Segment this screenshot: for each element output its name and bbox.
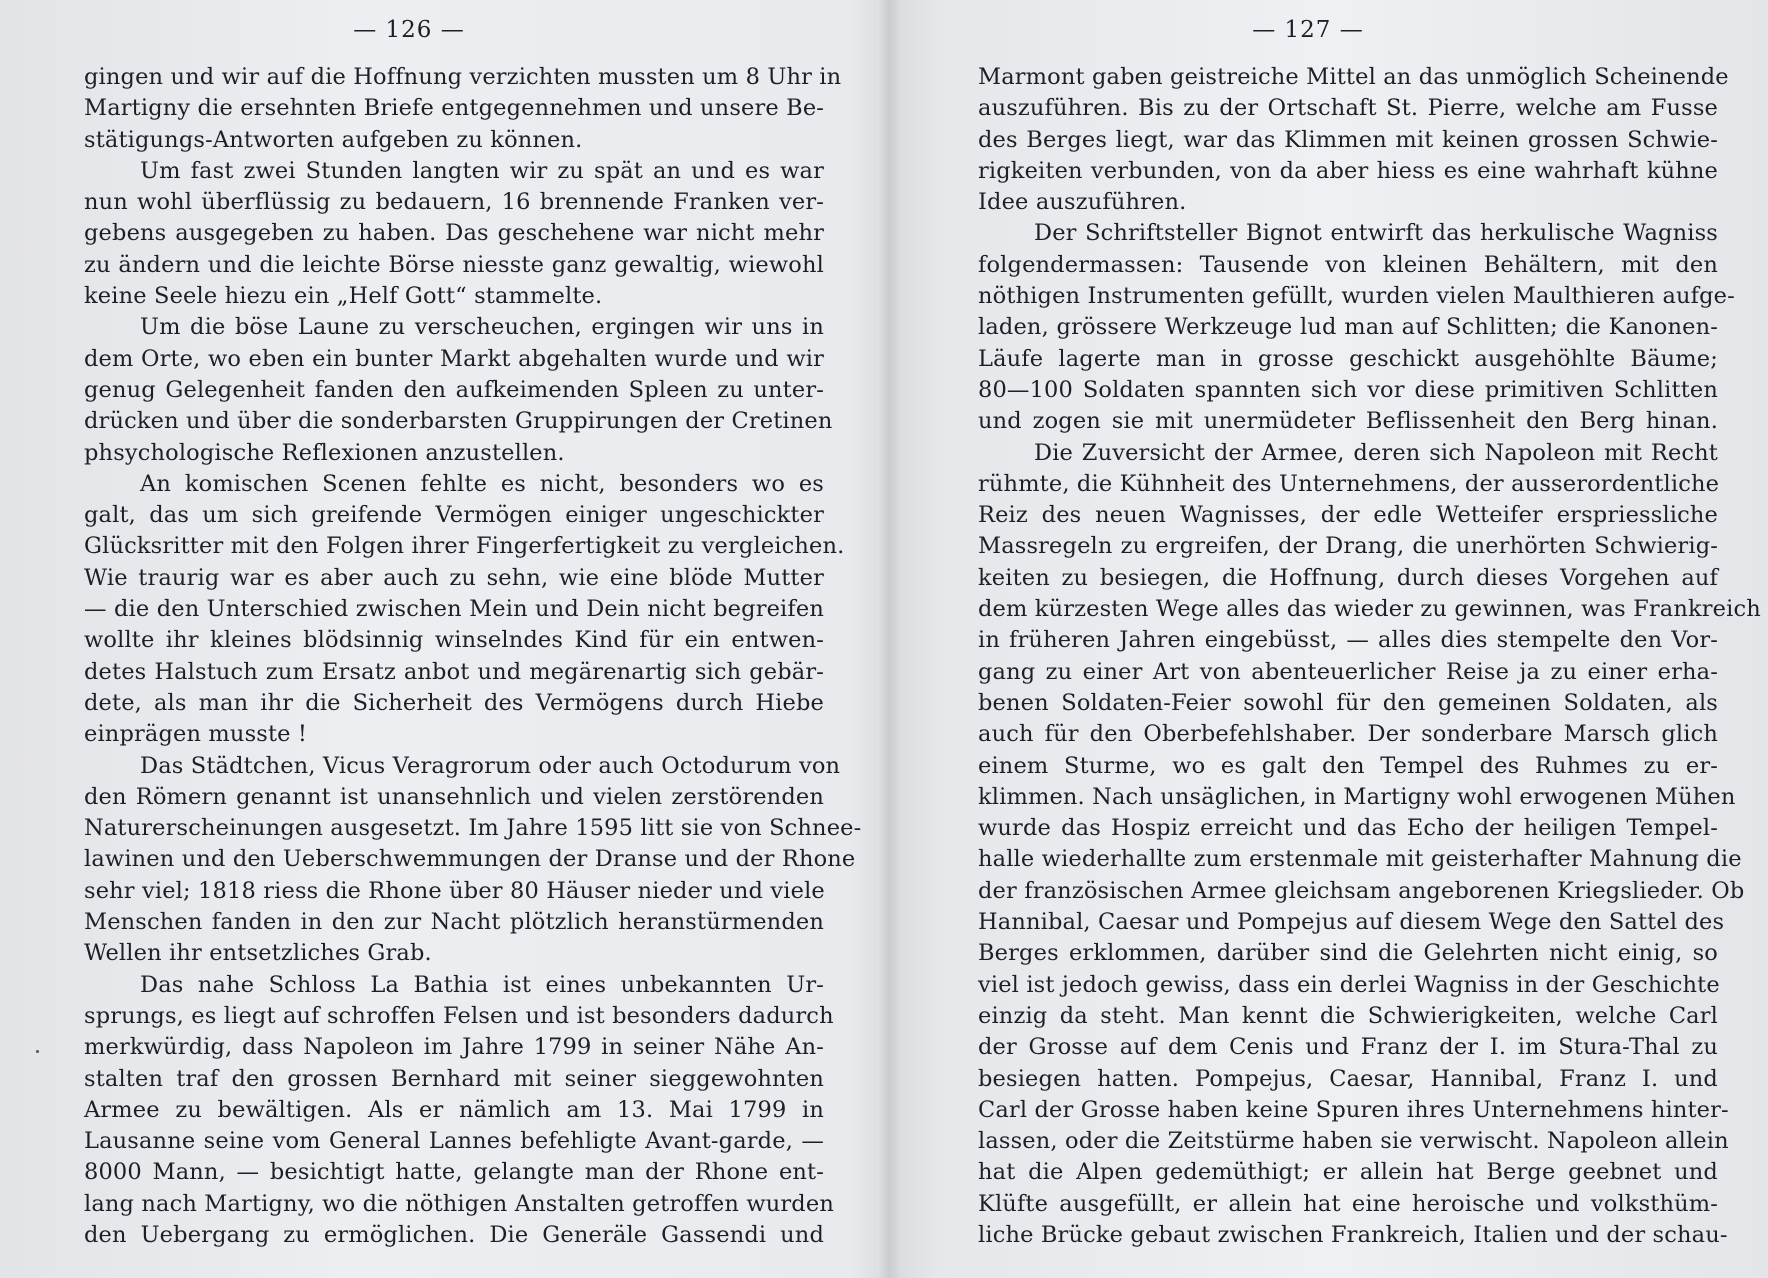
text-line: 80—100 Soldaten spannten sich vor diese primitiven Schlitten <box>978 376 1718 403</box>
text-line: stätigungs-Antworten aufgeben zu können. <box>84 126 583 153</box>
page-number-right: — 127 — <box>1252 17 1364 43</box>
text-line: 8000 Mann, — besichtigt hatte, gelangte man der Rhone ent- <box>84 1159 824 1186</box>
text-line: dete, als man ihr die Sicherheit des Vermögens durch Hiebe <box>84 689 824 716</box>
text-line: sehr viel; 1818 riess die Rhone über 80 Häuser nieder und viele <box>84 877 825 904</box>
text-line: den Uebergang zu ermöglichen. Die Generäle Gassendi und <box>84 1221 824 1248</box>
text-line: Lausanne seine vom General Lannes befehligte Avant-garde, — <box>84 1128 824 1155</box>
text-line: auch für den Oberbefehlshaber. Der sonderbare Marsch glich <box>978 721 1718 748</box>
text-line: einem Sturme, wo es galt den Tempel des Ruhmes zu er- <box>978 752 1718 779</box>
text-line: Der Schriftsteller Bignot entwirft das herkulische Wagniss <box>1034 220 1718 247</box>
left-page <box>84 10 862 1270</box>
text-line: benen Soldaten-Feier sowohl für den gemeinen Soldaten, als <box>978 689 1718 716</box>
text-line: und zogen sie mit unermüdeter Beflissenheit den Berg hinan. <box>978 408 1718 435</box>
text-line: besiegen hatten. Pompejus, Caesar, Hannibal, Franz I. und <box>978 1065 1718 1092</box>
text-line: genug Gelegenheit fanden den aufkeimenden Spleen zu unter- <box>84 376 824 403</box>
text-line: Um fast zwei Stunden langten wir zu spät an und es war <box>140 157 824 184</box>
text-line: der französischen Armee gleichsam angeborenen Kriegslieder. Ob <box>978 877 1745 904</box>
text-line: sprungs, es liegt auf schroffen Felsen und ist besonders dadurch <box>84 1002 834 1029</box>
book-gutter <box>878 0 900 1278</box>
text-line: zu ändern und die leichte Börse niesste ganz gewaltig, wiewohl <box>84 251 824 278</box>
text-line: dem kürzesten Wege alles das wieder zu gewinnen, was Frankreich <box>978 596 1761 623</box>
text-line: Idee auszuführen. <box>978 189 1187 216</box>
text-line: in früheren Jahren eingebüsst, — alles dies stempelte den Vor- <box>978 627 1718 654</box>
text-line: der Grosse auf dem Cenis und Franz der I. im Stura-Thal zu <box>978 1034 1718 1061</box>
text-line: merkwürdig, dass Napoleon im Jahre 1799 in seiner Nähe An- <box>84 1034 824 1061</box>
text-line: wurde das Hospiz erreicht und das Echo der heiligen Tempel- <box>978 815 1718 842</box>
text-line: rühmte, die Kühnheit des Unternehmens, der ausserordentliche <box>978 470 1720 497</box>
text-line: Menschen fanden in den zur Nacht plötzlich heranstürmenden <box>84 909 824 936</box>
text-line: stalten traf den grossen Bernhard mit seiner sieggewohnten <box>84 1065 824 1092</box>
text-line: auszuführen. Bis zu der Ortschaft St. Pierre, welche am Fusse <box>978 95 1718 122</box>
text-line: Die Zuversicht der Armee, deren sich Napoleon mit Recht <box>1034 439 1718 466</box>
text-line: lang nach Martigny, wo die nöthigen Anstalten getroffen wurden <box>84 1190 834 1217</box>
text-line: Um die böse Laune zu verscheuchen, ergingen wir uns in <box>140 314 824 341</box>
text-line: Carl der Grosse haben keine Spuren ihres Unternehmens hinter- <box>978 1096 1729 1123</box>
text-line: laden, grössere Werkzeuge lud man auf Schlitten; die Kanonen- <box>978 314 1718 341</box>
text-line: halle wiederhallte zum erstenmale mit geisterhafter Mahnung die <box>978 846 1742 873</box>
left-page-text <box>84 62 862 1251</box>
text-line: dem Orte, wo eben ein bunter Markt abgehalten wurde und wir <box>84 345 824 372</box>
text-line: Wie traurig war es aber auch zu sehn, wie eine blöde Mutter <box>84 564 824 591</box>
text-line: folgendermassen: Tausende von kleinen Behältern, mit den <box>978 251 1718 278</box>
right-page <box>978 10 1761 1270</box>
text-line: liche Brücke gebaut zwischen Frankreich, Italien und der schau- <box>978 1221 1728 1248</box>
page-number-left: — 126 — <box>353 17 465 43</box>
text-line: Armee zu bewältigen. Als er nämlich am 13. Mai 1799 in <box>84 1096 824 1123</box>
text-line: keine Seele hiezu ein „Helf Gott“ stammelte. <box>84 283 603 310</box>
right-page-text <box>978 62 1761 1251</box>
text-line: Berges erklommen, darüber sind die Gelehrten nicht einig, so <box>978 940 1718 967</box>
text-line: wollte ihr kleines blödsinnig winselndes Kind für ein entwen- <box>84 627 824 654</box>
text-line: Klüfte ausgefüllt, er allein hat eine heroische und volksthüm- <box>978 1190 1718 1217</box>
text-line: viel ist jedoch gewiss, dass ein derlei Wagniss in der Geschichte <box>978 971 1720 998</box>
text-line: klimmen. Nach unsäglichen, in Martigny wohl erwogenen Mühen <box>978 783 1736 810</box>
text-line: galt, das um sich greifende Vermögen einiger ungeschickter <box>84 502 824 529</box>
text-line: Marmont gaben geistreiche Mittel an das unmöglich Scheinende <box>978 64 1729 90</box>
text-line: nöthigen Instrumenten gefüllt, wurden vielen Maulthieren aufge- <box>978 283 1735 310</box>
text-line: lawinen und den Ueberschwemmungen der Dranse und der Rhone <box>84 846 856 873</box>
text-line: hat die Alpen gedemüthigt; er allein hat Berge geebnet und <box>978 1159 1718 1186</box>
text-line: einprägen musste ! <box>84 721 308 748</box>
text-line: den Römern genannt ist unansehnlich und vielen zerstörenden <box>84 783 824 810</box>
text-line: einzig da steht. Man kennt die Schwierigkeiten, welche Carl <box>978 1002 1718 1029</box>
text-line: gebens ausgegeben zu haben. Das geschehene war nicht mehr <box>84 220 824 247</box>
text-line: detes Halstuch zum Ersatz anbot und megärenartig sich gebär- <box>84 658 824 685</box>
text-line: Glücksritter mit den Folgen ihrer Fingerfertigkeit zu vergleichen. <box>84 533 845 560</box>
text-line: An komischen Scenen fehlte es nicht, besonders wo es <box>140 470 824 497</box>
text-line: Hannibal, Caesar und Pompejus auf diesem Wege den Sattel des <box>978 909 1725 936</box>
text-line: lassen, oder die Zeitstürme haben sie verwischt. Napoleon allein <box>978 1128 1729 1155</box>
text-line: Massregeln zu ergreifen, der Drang, die unerhörten Schwierig- <box>978 533 1718 560</box>
text-line: Martigny die ersehnten Briefe entgegennehmen und unsere Be- <box>84 95 825 122</box>
text-line: phsychologische Reflexionen anzustellen. <box>84 439 565 466</box>
text-line: Naturerscheinungen ausgesetzt. Im Jahre 1595 litt sie von Schnee- <box>84 815 862 842</box>
text-line: des Berges liegt, war das Klimmen mit keinen grossen Schwie- <box>978 126 1718 153</box>
text-line: drücken und über die sonderbarsten Gruppirungen der Cretinen <box>84 408 833 435</box>
text-line: gingen und wir auf die Hoffnung verzichten mussten um 8 Uhr in <box>84 64 842 90</box>
text-line: — die den Unterschied zwischen Mein und Dein nicht begreifen <box>84 596 824 623</box>
text-line: rigkeiten verbunden, von da aber hiess es eine wahrhaft kühne <box>978 157 1718 184</box>
text-line: Das nahe Schloss La Bathia ist eines unbekannten Ur- <box>140 971 824 998</box>
text-line: Das Städtchen, Vicus Veragrorum oder auch Octodurum von <box>140 752 841 779</box>
text-line: Läufe lagerte man in grosse geschickt ausgehöhlte Bäume; <box>978 345 1718 372</box>
text-line: Reiz des neuen Wagnisses, der edle Wetteifer erspriessliche <box>978 502 1718 529</box>
text-line: keiten zu besiegen, die Hoffnung, durch dieses Vorgehen auf <box>978 564 1718 591</box>
text-line: gang zu einer Art von abenteuerlicher Reise ja zu einer erha- <box>978 658 1718 685</box>
text-line: nun wohl überflüssig zu bedauern, 16 brennende Franken ver- <box>84 189 824 216</box>
text-line: Wellen ihr entsetzliches Grab. <box>84 940 432 967</box>
paper-speck <box>36 1050 39 1053</box>
